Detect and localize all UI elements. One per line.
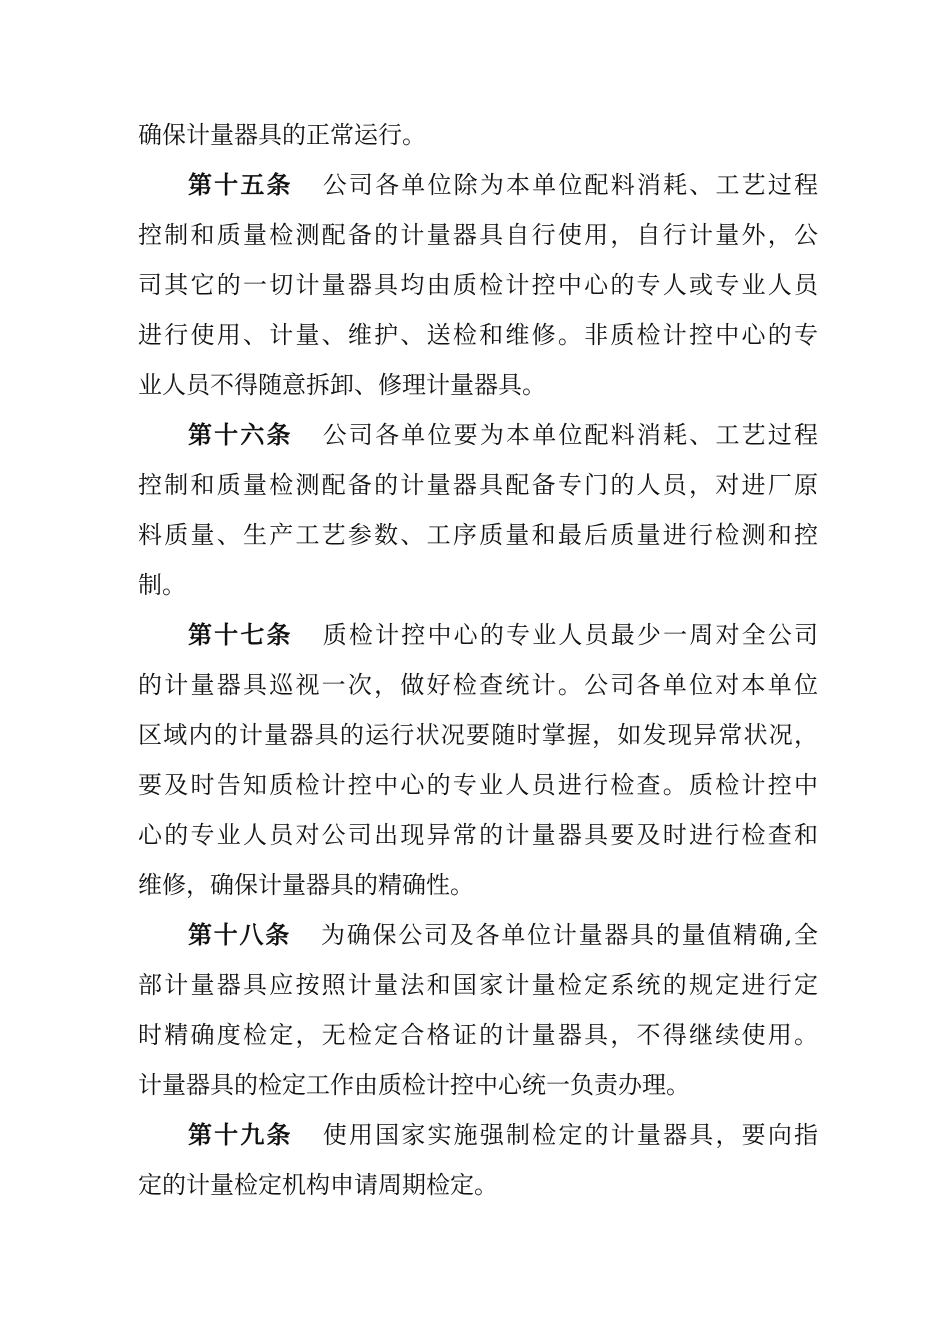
paragraph-line: 部计量器具应按照计量法和国家计量检定系统的规定进行定 xyxy=(138,971,818,999)
paragraph-line: 司其它的一切计量器具均由质检计控中心的专人或专业人员 xyxy=(138,271,818,299)
article-16-first-line xyxy=(188,418,818,452)
paragraph-line: 控制和质量检测配备的计量器具自行使用，自行计量外，公 xyxy=(138,221,818,249)
paragraph-line: 进行使用、计量、维护、送检和维修。非质检计控中心的专 xyxy=(138,321,818,349)
paragraph-line: 区域内的计量器具的运行状况要随时掌握，如发现异常状况， xyxy=(138,721,818,749)
article-19-first-line xyxy=(188,1118,818,1152)
paragraph-line: 的计量器具巡视一次，做好检查统计。公司各单位对本单位 xyxy=(138,671,818,699)
article-number: 第十八条 xyxy=(188,921,292,949)
paragraph-text: 使用国家实施强制检定的计量器具，要向指 xyxy=(322,1121,818,1149)
article-17-first-line xyxy=(188,618,818,652)
paragraph-line: 制。 xyxy=(138,571,186,599)
paragraph-line: 定的计量检定机构申请周期检定。 xyxy=(138,1171,498,1199)
paragraph-line: 控制和质量检测配备的计量器具配备专门的人员，对进厂原 xyxy=(138,471,818,499)
paragraph-text: 质检计控中心的专业人员最少一周对全公司 xyxy=(322,621,818,649)
article-15-first-line xyxy=(188,168,818,202)
paragraph-line: 时精确度检定，无检定合格证的计量器具，不得继续使用。 xyxy=(138,1021,818,1049)
paragraph-line: 料质量、生产工艺参数、工序质量和最后质量进行检测和控 xyxy=(138,521,818,549)
paragraph-line: 业人员不得随意拆卸、修理计量器具。 xyxy=(138,371,546,399)
paragraph-line: 计量器具的检定工作由质检计控中心统一负责办理。 xyxy=(138,1071,690,1099)
paragraph-text: 公司各单位除为本单位配料消耗、工艺过程 xyxy=(322,171,818,199)
paragraph-text: 为确保公司及各单位计量器具的量值精确,全 xyxy=(321,921,818,949)
paragraph-text: 公司各单位要为本单位配料消耗、工艺过程 xyxy=(322,421,818,449)
article-number: 第十七条 xyxy=(188,621,293,649)
paragraph-line: 心的专业人员对公司出现异常的计量器具要及时进行检查和 xyxy=(138,821,818,849)
article-number: 第十五条 xyxy=(188,171,293,199)
article-number: 第十九条 xyxy=(188,1121,293,1149)
article-18-first-line xyxy=(188,918,818,952)
paragraph-line: 确保计量器具的正常运行。 xyxy=(138,121,426,149)
article-number: 第十六条 xyxy=(188,421,293,449)
paragraph-line: 维修，确保计量器具的精确性。 xyxy=(138,871,474,899)
paragraph-line: 要及时告知质检计控中心的专业人员进行检查。质检计控中 xyxy=(138,771,818,799)
